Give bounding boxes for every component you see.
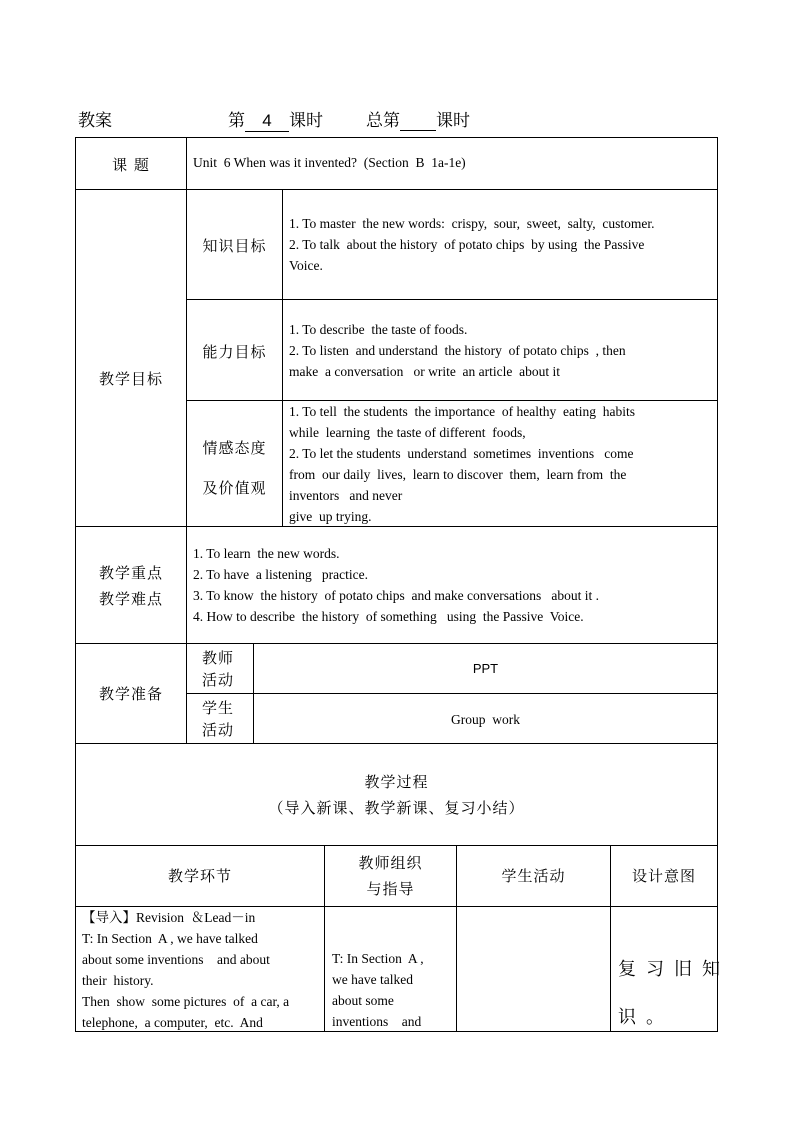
stage-cell (82, 907, 322, 1033)
objectives-label: 教学目标 (98, 370, 163, 388)
preparation-label: 教学准备 (98, 685, 163, 703)
lesson-suffix: 课时 (289, 111, 323, 131)
total-lesson-count (366, 106, 470, 131)
process-subtitle: （导入新课、教学新课、复习小结） (268, 799, 525, 817)
column-header-teacher-line: 教师组织 (358, 854, 423, 872)
knowledge-line: 1. To master the new words: crispy, sour, sweet, salty, customer. (289, 216, 655, 231)
emotion-objective-label (187, 428, 282, 508)
teacher-guidance-cell (332, 948, 454, 1032)
knowledge-line: 2. To talk about the history of potato chips by using the Passive (289, 237, 645, 252)
key-points-text (193, 543, 713, 627)
stage-line: T: In Section A , we have talked (82, 931, 258, 946)
emotion-line: from our daily lives, learn to discover them, learn from the (289, 467, 627, 482)
emotion-line: 1. To tell the students the importance of healthy eating habits (289, 404, 635, 419)
key-point-line: 1. To learn the new words. (193, 546, 340, 561)
knowledge-objective-text (289, 213, 714, 276)
topic-label: 课 题 (112, 156, 150, 174)
column-header-stage: 教学环节 (167, 867, 232, 885)
ability-objective-text (289, 319, 714, 382)
student-activity-label-line: 学生 (202, 699, 235, 717)
teacher-activity-label-line: 活动 (202, 671, 235, 689)
stage-line: telephone, a computer, etc. And (82, 1015, 263, 1030)
ability-objective-label: 能力目标 (202, 343, 267, 361)
total-prefix: 总第 (366, 111, 400, 131)
emotion-label-line: 及价值观 (202, 479, 267, 497)
emotion-objective-text (289, 401, 714, 527)
knowledge-objective-label: 知识目标 (202, 237, 267, 255)
teacher-activity-label (202, 647, 234, 691)
key-point-line: 2. To have a listening practice. (193, 567, 368, 582)
topic-value: Unit 6 When was it invented? (Section B 1a-1e) (193, 155, 466, 170)
total-number (400, 113, 436, 131)
teacher-activity-value: PPT (472, 661, 499, 676)
column-header-teacher (325, 850, 456, 902)
lesson-number: 4 (245, 111, 289, 132)
teacher-guidance-line: T: In Section A , (332, 951, 424, 966)
stage-line: 【导入】Revision ＆Lead－in (82, 910, 256, 925)
design-intent-line: 复习旧知 (618, 959, 730, 980)
column-header-student: 学生活动 (501, 867, 566, 885)
stage-line: about some inventions and about (82, 952, 270, 967)
lesson-count (228, 106, 323, 132)
header-label: 教案 (78, 111, 112, 131)
teacher-guidance-line: about some (332, 993, 394, 1008)
teacher-guidance-line: inventions and (332, 1014, 422, 1029)
key-points-label (76, 560, 186, 612)
process-title: 教学过程 (364, 773, 429, 791)
emotion-label-line: 情感态度 (202, 439, 267, 457)
emotion-line: inventors and never (289, 488, 403, 503)
emotion-line: 2. To let the students understand sometimes inventions come (289, 446, 634, 461)
ability-line: make a conversation or write an article about it (289, 364, 561, 379)
stage-line: their history. (82, 973, 154, 988)
student-activity-label (202, 697, 234, 741)
key-points-label-line: 教学难点 (98, 590, 163, 608)
stage-line: Then show some pictures of a car, a (82, 994, 290, 1009)
key-points-label-line: 教学重点 (98, 564, 163, 582)
lesson-prefix: 第 (228, 111, 245, 131)
ability-line: 2. To listen and understand the history of potato chips , then (289, 343, 626, 358)
knowledge-line: Voice. (289, 258, 323, 273)
emotion-line: while learning the taste of different foods, (289, 425, 526, 440)
teacher-guidance-line: we have talked (332, 972, 413, 987)
student-activity-label-line: 活动 (202, 721, 235, 739)
design-intent-cell (618, 946, 730, 1042)
teacher-activity-label-line: 教师 (202, 649, 235, 667)
emotion-line: give up trying. (289, 509, 372, 524)
key-point-line: 3. To know the history of potato chips and make conversations about it . (193, 588, 599, 603)
key-point-line: 4. How to describe the history of something using the Passive Voice. (193, 609, 584, 624)
student-activity-value: Group work (451, 712, 520, 727)
column-header-design: 设计意图 (631, 867, 696, 885)
total-suffix: 课时 (436, 111, 470, 131)
design-intent-line: 识。 (618, 1007, 674, 1028)
column-header-teacher-line: 与指导 (366, 880, 415, 898)
student-activity-cell (457, 907, 610, 1031)
ability-line: 1. To describe the taste of foods. (289, 322, 468, 337)
